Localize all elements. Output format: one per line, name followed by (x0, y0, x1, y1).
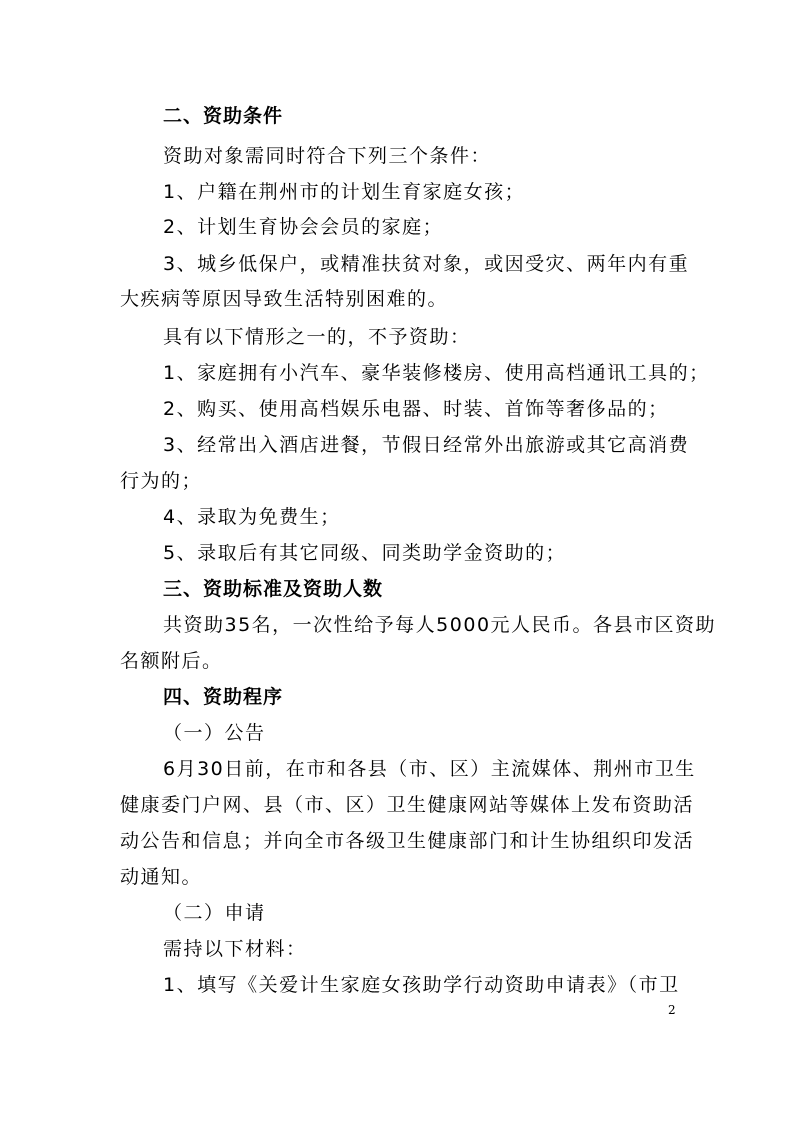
exclusion-1: 1、家庭拥有小汽车、豪华装修楼房、使用高档通讯工具的； (163, 362, 710, 384)
exclusion-3-continued: 行为的； (120, 470, 203, 492)
condition-1: 1、户籍在荆州市的计划生育家庭女孩； (163, 181, 526, 203)
announcement-line-3: 动公告和信息；并向全市各级卫生健康部门和计生协组织印发活 (120, 830, 695, 852)
exclusion-5: 5、录取后有其它同级、同类助学金资助的； (163, 542, 567, 564)
exclusion-3: 3、经常出入酒店进餐，节假日经常外出旅游或其它高消费 (163, 434, 690, 456)
condition-3: 3、城乡低保户，或精准扶贫对象，或因受灾、两年内有重 (163, 253, 690, 275)
application-item-1: 1、填写《关爱计生家庭女孩助学行动资助申请表》（市卫 (163, 974, 680, 996)
exclusion-2: 2、购买、使用高档娱乐电器、时装、首饰等奢侈品的； (163, 398, 669, 420)
page-number: 2 (668, 1003, 676, 1017)
section-2-heading: 二、资助条件 (163, 105, 284, 127)
exclusion-intro: 具有以下情形之一的，不予资助： (163, 326, 471, 348)
announcement-line-1: 6月30日前，在市和各县（市、区）主流媒体、荆州市卫生 (163, 758, 696, 780)
section-3-line-1: 共资助35名，一次性给予每人5000元人民币。各县市区资助 (163, 614, 717, 636)
announcement-line-2: 健康委门户网、县（市、区）卫生健康网站等媒体上发布资助活 (120, 794, 695, 816)
subsection-announcement-heading: （一）公告 (163, 722, 266, 744)
section-3-heading: 三、资助标准及资助人数 (163, 578, 384, 600)
announcement-line-4: 动通知。 (120, 866, 203, 888)
section-2-intro: 资助对象需同时符合下列三个条件： (163, 145, 492, 167)
subsection-application-heading: （二）申请 (163, 902, 266, 924)
section-3-line-2: 名额附后。 (120, 650, 223, 672)
condition-3-continued: 大疾病等原因导致生活特别困难的。 (120, 288, 449, 310)
application-intro: 需持以下材料： (163, 938, 307, 960)
exclusion-4: 4、录取为免费生； (163, 506, 341, 528)
section-4-heading: 四、资助程序 (163, 686, 284, 708)
condition-2: 2、计划生育协会会员的家庭； (163, 216, 444, 238)
